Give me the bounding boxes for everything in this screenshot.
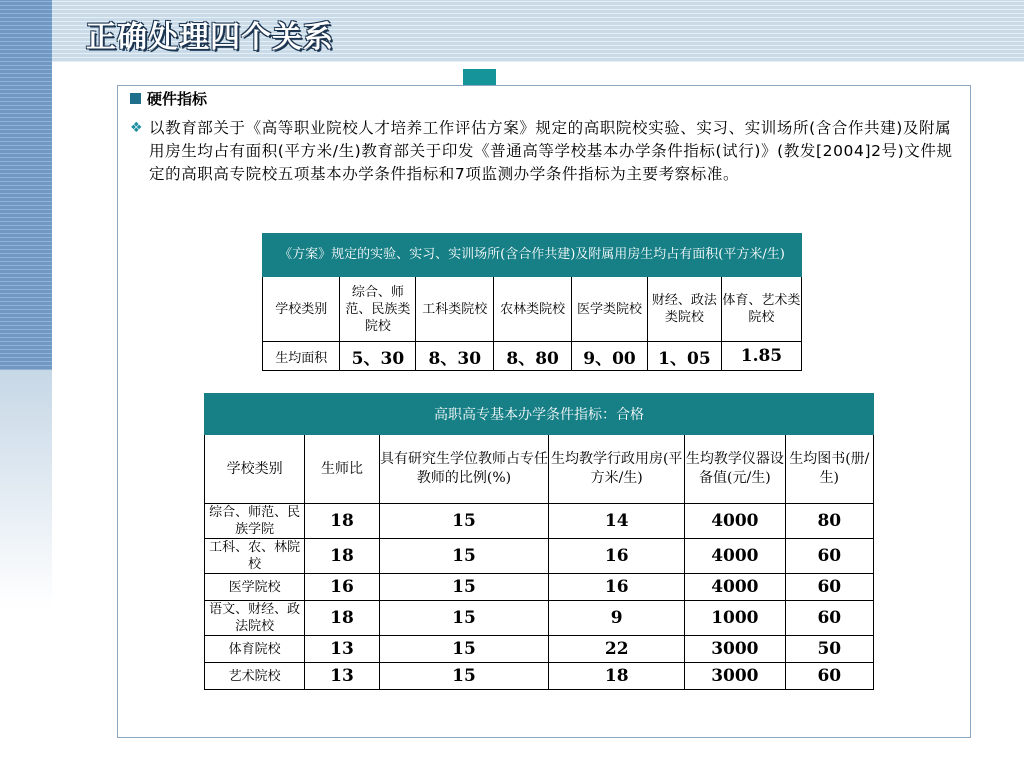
table2-cell: 60 (785, 539, 873, 574)
table-row (205, 574, 874, 601)
left-decor-gradient (0, 370, 52, 768)
table2-header: 具有研究生学位教师占专任教师的比例(%) (379, 435, 549, 504)
table2-cell: 13 (305, 663, 379, 690)
square-bullet-icon (130, 93, 141, 104)
table2-cell: 15 (379, 504, 549, 539)
table2-cell: 综合、师范、民族学院 (205, 504, 305, 539)
table1-caption: 《方案》规定的实验、实习、实训场所(含合作共建)及附属用房生均占有面积(平方米/生) (263, 234, 802, 277)
basic-conditions-table (204, 393, 874, 690)
table2-cell: 18 (305, 504, 379, 539)
table2-cell: 50 (785, 636, 873, 663)
table2-cell: 15 (379, 574, 549, 601)
diamond-bullet-icon: ❖ (130, 120, 143, 136)
table-row (205, 636, 874, 663)
section-heading (130, 88, 207, 109)
table1-category-label: 学校类别 (263, 277, 340, 342)
table2-cell: 18 (549, 663, 685, 690)
table-row (205, 601, 874, 636)
table2-cell: 16 (549, 539, 685, 574)
body-paragraph (130, 117, 960, 186)
table2-cell: 22 (549, 636, 685, 663)
table2-cell: 15 (379, 636, 549, 663)
page-title: 正确处理四个关系 (86, 20, 334, 55)
paragraph-text: 以教育部关于《高等职业院校人才培养工作评估方案》规定的高职院校实验、实习、实训场所(含合作共建)及附属用房生均占有面积(平方米/生)教育部关于印发《普通高等学校基本办学条件指标(试行)》(教发[2004]2号)文件规定的高职高专院校五项基本办学条件指标和7项监测办学条件指标为主要考察标准。 (149, 119, 953, 183)
table2-cell: 语文、财经、政法院校 (205, 601, 305, 636)
table1-category: 医学类院校 (572, 277, 648, 342)
table2-cell: 医学院校 (205, 574, 305, 601)
table2-cell: 9 (549, 601, 685, 636)
table2-header: 生均教学行政用房(平方米/生) (549, 435, 685, 504)
table2-cell: 3000 (685, 636, 785, 663)
table2-header: 生师比 (305, 435, 379, 504)
area-standard-table (262, 233, 802, 371)
table2-cell: 1000 (685, 601, 785, 636)
table1-value: 9、00 (572, 342, 648, 371)
table2-cell: 80 (785, 504, 873, 539)
table2-header: 生均图书(册/生) (785, 435, 873, 504)
table2-cell: 工科、农、林院校 (205, 539, 305, 574)
table1-value-label: 生均面积 (263, 342, 340, 371)
table2-cell: 60 (785, 601, 873, 636)
table2-cell: 18 (305, 539, 379, 574)
table2-header: 生均教学仪器设备值(元/生) (685, 435, 785, 504)
table-row (205, 504, 874, 539)
table1-category: 工科类院校 (416, 277, 494, 342)
table2-cell: 13 (305, 636, 379, 663)
table1-category: 农林类院校 (494, 277, 572, 342)
table2-cell: 体育院校 (205, 636, 305, 663)
table2-cell: 艺术院校 (205, 663, 305, 690)
table1-value: 8、80 (494, 342, 572, 371)
table2-cell: 60 (785, 663, 873, 690)
table1-category: 体育、艺术类院校 (721, 277, 801, 342)
table2-cell: 14 (549, 504, 685, 539)
table1-value: 8、30 (416, 342, 494, 371)
table2-cell: 15 (379, 539, 549, 574)
section-heading-text: 硬件指标 (147, 90, 208, 108)
table2-cell: 4000 (685, 574, 785, 601)
table-row (205, 539, 874, 574)
table2-cell: 15 (379, 601, 549, 636)
table-row (205, 663, 874, 690)
table1-category: 财经、政法类院校 (647, 277, 721, 342)
table1-category: 综合、师范、民族类院校 (340, 277, 416, 342)
table2-caption: 高职高专基本办学条件指标：合格 (205, 394, 874, 435)
table2-header: 学校类别 (205, 435, 305, 504)
table2-cell: 16 (305, 574, 379, 601)
table2-cell: 4000 (685, 539, 785, 574)
table2-cell: 18 (305, 601, 379, 636)
table2-cell: 4000 (685, 504, 785, 539)
table2-cell: 3000 (685, 663, 785, 690)
table1-value: 5、30 (340, 342, 416, 371)
table1-value: 1、05 (647, 342, 721, 371)
table2-cell: 60 (785, 574, 873, 601)
left-decor-strip (0, 0, 52, 370)
table1-value: 1.85 (721, 342, 801, 371)
table2-cell: 16 (549, 574, 685, 601)
table2-cell: 15 (379, 663, 549, 690)
